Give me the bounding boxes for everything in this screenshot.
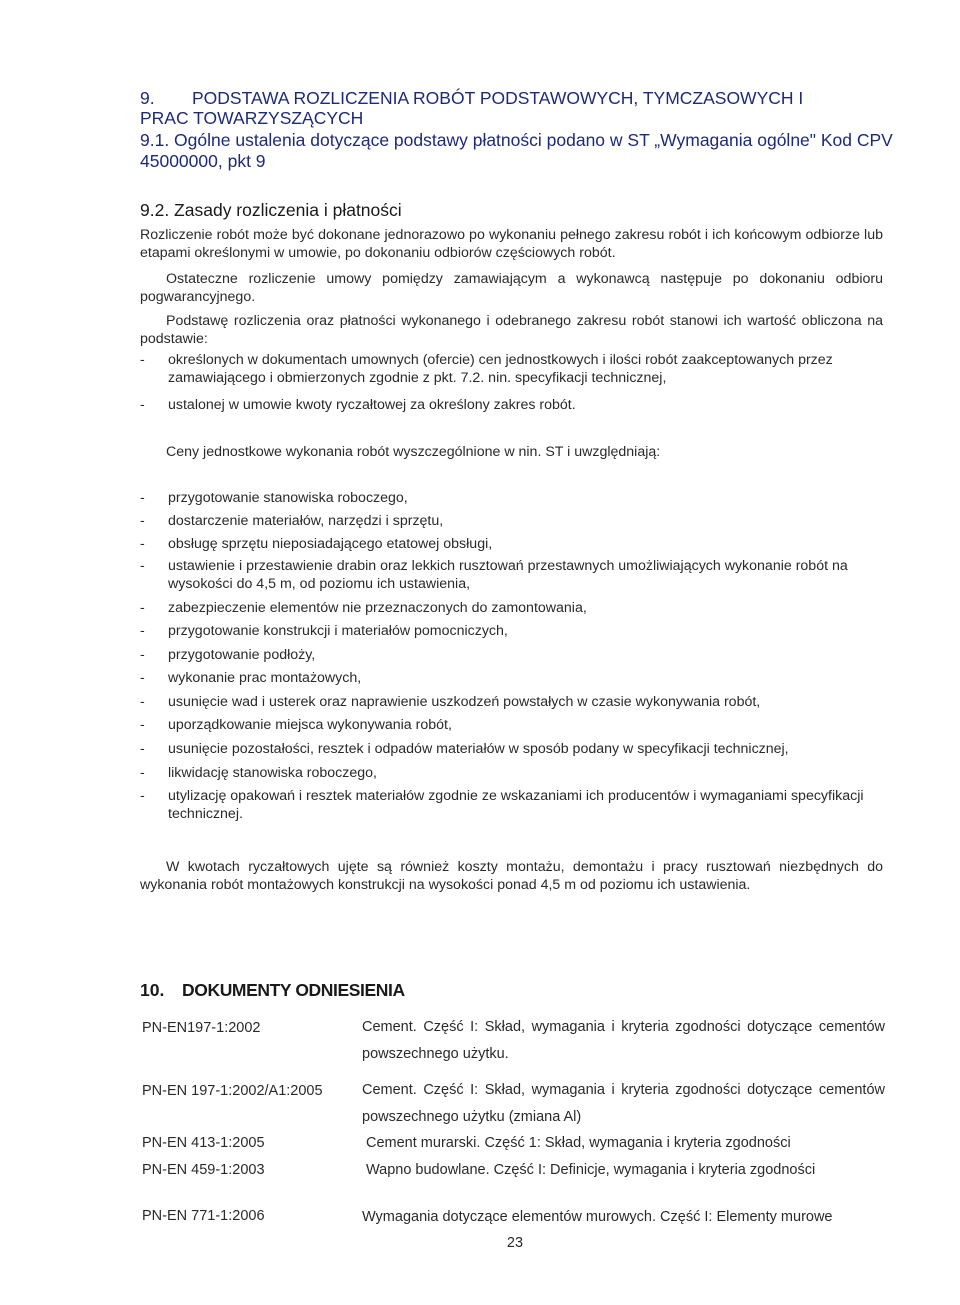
- reference-code: PN-EN 197-1:2002/A1:2005: [142, 1083, 323, 1099]
- list-item: [140, 669, 885, 687]
- subsection-9-2-heading: 9.2. Zasady rozliczenia i płatności: [140, 200, 402, 220]
- list-item-text: określonych w dokumentach umownych (ofercie) cen jednostkowych i ilości robót zaakceptowanych przez zamawiającego i obmierzonych zgodnie z pkt. 7.2. nin. specyfikacji technicznej,: [168, 352, 833, 386]
- list-item: [140, 557, 885, 593]
- list-item-text: przygotowanie podłoży,: [168, 647, 316, 663]
- paragraph-lump-sum-text: W kwotach ryczałtowych ujęte są również koszty montażu, demontażu i pracy rusztowań niezbędnych do wykonania robót montażowych konstrukcji na wysokości ponad 4,5 m od poziomu ich ustawienia.: [140, 859, 883, 893]
- list-dash: -: [140, 788, 145, 804]
- section-9-number: 9.: [140, 88, 155, 108]
- section-10-number: 10.: [140, 980, 165, 1000]
- list-item-text: wykonanie prac montażowych,: [168, 670, 362, 686]
- list-item: [140, 716, 885, 734]
- list-dash: -: [140, 670, 145, 686]
- paragraph-basis: [140, 312, 883, 348]
- reference-description: Wymagania dotyczące elementów murowych. Część I: Elementy murowe: [362, 1209, 833, 1225]
- list-item: [140, 599, 885, 617]
- list-item-text: zabezpieczenie elementów nie przeznaczonych do zamontowania,: [168, 600, 587, 616]
- list-dash: -: [140, 513, 145, 529]
- list-item: [140, 622, 885, 640]
- list-dash: -: [140, 717, 145, 733]
- reference-description: Wapno budowlane. Część I: Definicje, wymagania i kryteria zgodności: [366, 1162, 816, 1178]
- list-item-text: usunięcie wad i usterek oraz naprawienie uszkodzeń powstałych w czasie wykonywania robót,: [168, 694, 761, 710]
- list-item-text: przygotowanie stanowiska roboczego,: [168, 490, 408, 506]
- list-dash: -: [140, 490, 145, 506]
- reference-description: Cement murarski. Część 1: Skład, wymagania i kryteria zgodności: [366, 1135, 791, 1151]
- list-item-text: przygotowanie konstrukcji i materiałów pomocniczych,: [168, 623, 508, 639]
- list-item: [140, 512, 885, 530]
- subsection-9-1-heading: 9.1. Ogólne ustalenia dotyczące podstawy płatności podano w ST „Wymagania ogólne" Kod CPV 45000000, pkt 9: [140, 130, 893, 171]
- reference-description: Cement. Część I: Skład, wymagania i kryteria zgodności dotyczące cementów powszechnego użytku (zmiana Al): [362, 1082, 885, 1125]
- paragraph-unit-prices: Ceny jednostkowe wykonania robót wyszczególnione w nin. ST i uwzględniają:: [166, 444, 661, 460]
- paragraph-basis-text: Podstawę rozliczenia oraz płatności wykonanego i odebranego zakresu robót stanowi ich wartość obliczona na podstawie:: [140, 313, 883, 347]
- list-item-text: ustalonej w umowie kwoty ryczałtowej za określony zakres robót.: [168, 397, 576, 413]
- page-number: 23: [506, 1235, 524, 1251]
- list-item: [140, 764, 885, 782]
- reference-code: PN-EN 413-1:2005: [142, 1135, 265, 1151]
- section-9-title-line2: PRAC TOWARZYSZĄCYCH: [140, 108, 364, 128]
- list-item-text: uporządkowanie miejsca wykonywania robót,: [168, 717, 452, 733]
- list-item-text: obsługę sprzętu nieposiadającego etatowej obsługi,: [168, 536, 493, 552]
- paragraph-final-settlement-text: Ostateczne rozliczenie umowy pomiędzy zamawiającym a wykonawcą następuje po dokonaniu odbioru pogwarancyjnego.: [140, 271, 883, 305]
- list-item: [140, 535, 885, 553]
- reference-description: Cement. Część I: Skład, wymagania i kryteria zgodności dotyczące cementów powszechnego użytku.: [362, 1019, 885, 1062]
- list-item: [140, 787, 885, 823]
- list-item: [140, 646, 885, 664]
- list-item-text: likwidację stanowiska roboczego,: [168, 765, 377, 781]
- list-item-text: ustawienie i przestawienie drabin oraz lekkich rusztowań przestawnych umożliwiających wykonanie robót na wysokości do 4,5 m, od poziomu ich ustawienia,: [168, 558, 848, 592]
- section-9-heading: [140, 88, 900, 128]
- reference-code: PN-EN 459-1:2003: [142, 1162, 265, 1178]
- list-dash: -: [140, 694, 145, 710]
- list-dash: -: [140, 647, 145, 663]
- list-item: [140, 740, 885, 758]
- list-item-text: usunięcie pozostałości, resztek i odpadów materiałów w sposób podany w specyfikacji technicznej,: [168, 741, 789, 757]
- list-item: [140, 396, 885, 414]
- section-10-heading: [140, 980, 405, 1001]
- list-item: [140, 693, 885, 711]
- paragraph-lump-sum: [140, 858, 883, 894]
- paragraph-settlement: Rozliczenie robót może być dokonane jednorazowo po wykonaniu pełnego zakresu robót i ich końcowym odbiorze lub etapami określonymi w umowie, po dokonaniu odbiorów częściowych robót.: [140, 227, 883, 261]
- list-item-text: utylizację opakowań i resztek materiałów zgodnie ze wskazaniami ich producentów i wymaganiami specyfikacji technicznej.: [168, 788, 864, 822]
- list-item-text: dostarczenie materiałów, narzędzi i sprzętu,: [168, 513, 444, 529]
- list-dash: -: [140, 352, 145, 368]
- list-dash: -: [140, 741, 145, 757]
- reference-code: PN-EN197-1:2002: [142, 1020, 261, 1036]
- list-dash: -: [140, 397, 145, 413]
- list-dash: -: [140, 765, 145, 781]
- paragraph-final-settlement: [140, 270, 883, 306]
- list-dash: -: [140, 536, 145, 552]
- list-item: [140, 351, 885, 387]
- list-dash: -: [140, 600, 145, 616]
- list-item: [140, 489, 885, 507]
- list-dash: -: [140, 623, 145, 639]
- list-dash: -: [140, 558, 145, 574]
- reference-code: PN-EN 771-1:2006: [142, 1208, 265, 1224]
- section-9-title-line1: PODSTAWA ROZLICZENIA ROBÓT PODSTAWOWYCH, TYMCZASOWYCH I: [192, 88, 804, 108]
- section-10-title: DOKUMENTY ODNIESIENIA: [182, 980, 405, 1000]
